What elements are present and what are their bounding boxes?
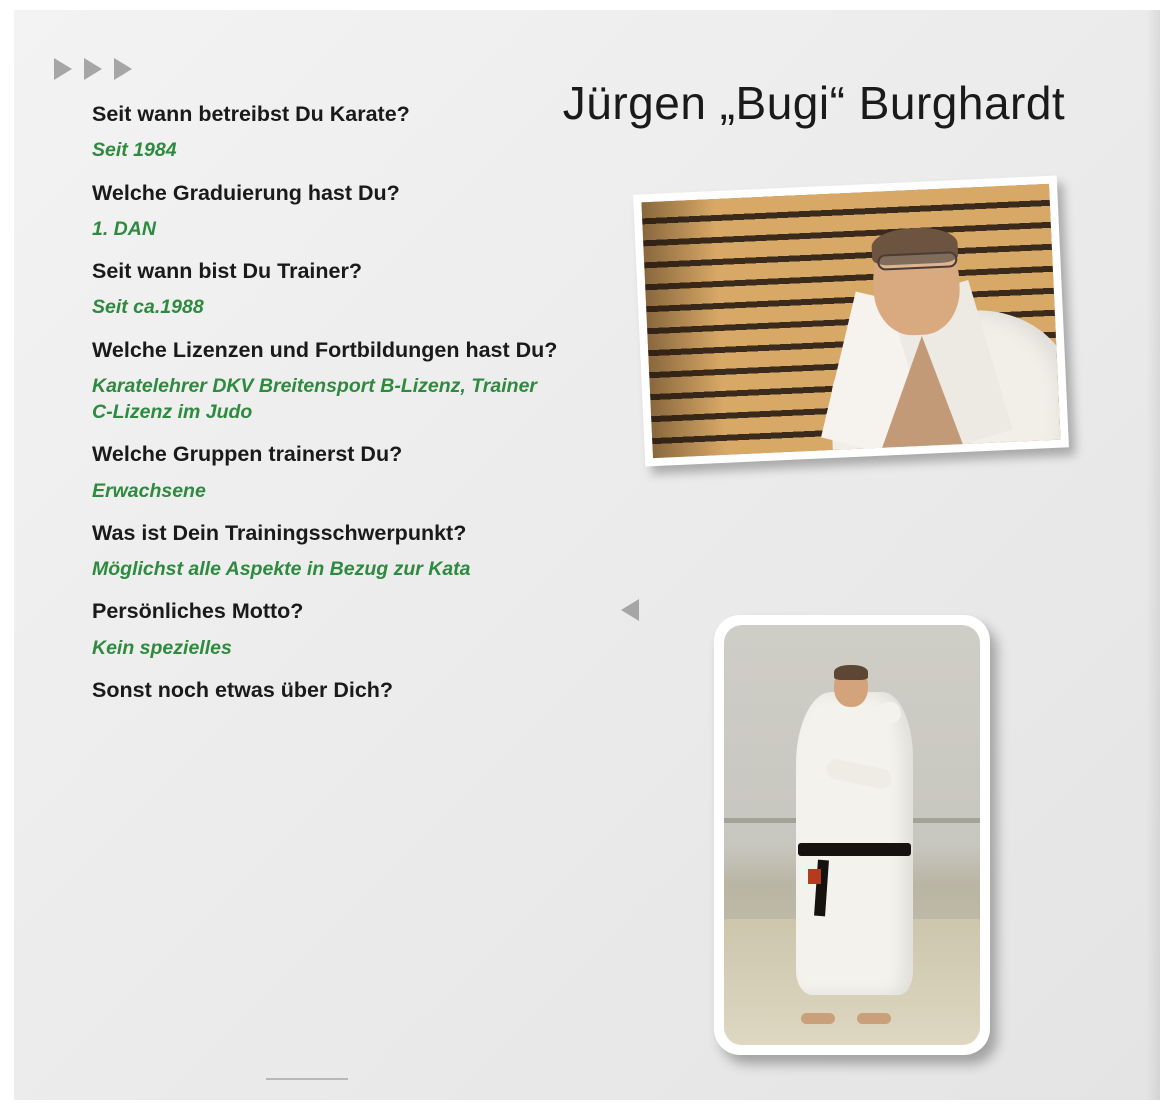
bullet-triangles bbox=[54, 58, 132, 80]
portrait-photo-frame bbox=[633, 176, 1069, 467]
gi-chest-opening bbox=[878, 336, 967, 457]
portrait-photo bbox=[639, 185, 1069, 485]
slide-canvas bbox=[14, 10, 1160, 1100]
answer-text: Möglichst alle Aspekte in Bezug zur Kata bbox=[92, 558, 471, 580]
bottom-divider bbox=[266, 1078, 348, 1080]
answer-text: Erwachsene bbox=[92, 479, 206, 502]
black-belt bbox=[798, 843, 911, 856]
wall-shadow bbox=[641, 199, 726, 458]
question-text: Seit wann betreibst Du Karate? bbox=[92, 102, 410, 126]
triangle-right-icon bbox=[54, 58, 72, 80]
question-text: Was ist Dein Trainingsschwerpunkt? bbox=[92, 520, 467, 545]
answer-text: Seit 1984 bbox=[92, 139, 177, 162]
question-text: Persönliches Motto? bbox=[92, 599, 304, 624]
question-text: Seit wann bist Du Trainer? bbox=[92, 259, 362, 283]
qa-list bbox=[92, 100, 562, 713]
page-title: Jürgen „Bugi“ Burghardt bbox=[562, 77, 1066, 129]
answer-text: 1. DAN bbox=[92, 217, 156, 240]
answer-text: Kein spezielles bbox=[92, 636, 232, 659]
triangle-right-icon bbox=[114, 58, 132, 80]
kata-photo-image bbox=[724, 625, 980, 1045]
triangle-left-icon bbox=[621, 599, 639, 621]
person-hair bbox=[834, 665, 868, 680]
answer-text: Karatelehrer DKV Breitensport B-Lizenz, Trainer C-Lizenz im Judo bbox=[92, 374, 538, 423]
question-text: Sonst noch etwas über Dich? bbox=[92, 677, 394, 702]
kata-photo bbox=[714, 615, 990, 1055]
question-text: Welche Gruppen trainerst Du? bbox=[92, 442, 403, 467]
person-foot bbox=[801, 1013, 835, 1024]
person-foot bbox=[857, 1013, 891, 1024]
triangle-right-icon bbox=[84, 58, 102, 80]
portrait-photo-image bbox=[641, 184, 1060, 458]
question-text: Welche Lizenzen und Fortbildungen hast Du? bbox=[92, 337, 558, 362]
question-text: Welche Graduierung hast Du? bbox=[92, 180, 400, 205]
belt-badge bbox=[808, 869, 821, 884]
answer-text: Seit ca.1988 bbox=[92, 296, 204, 319]
